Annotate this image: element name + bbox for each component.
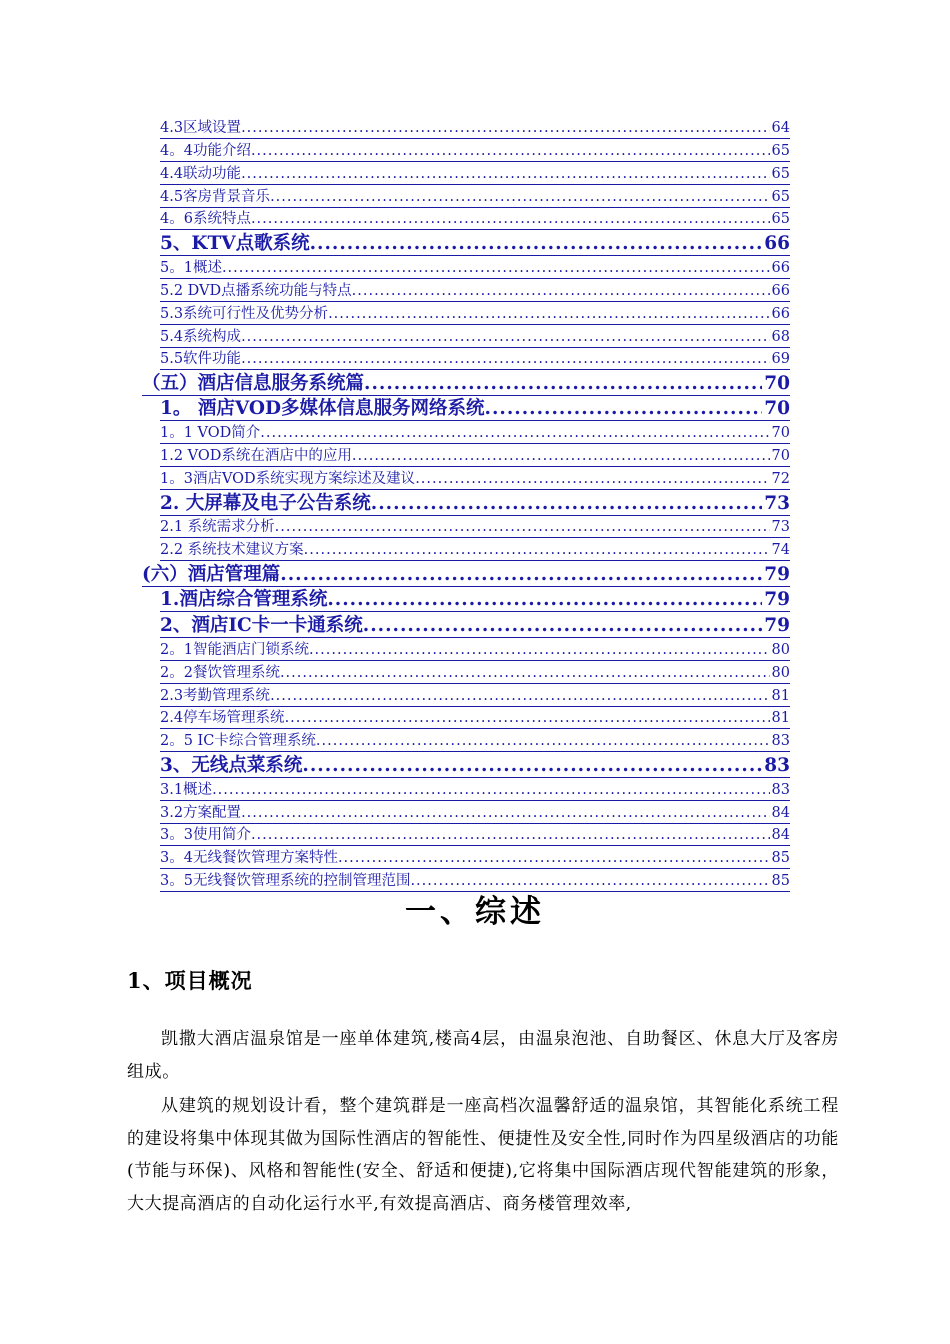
toc-entry[interactable] [160,587,790,613]
toc-entry-page: 65 [771,165,790,182]
toc-entry-title: （五）酒店信息服务系统篇 [142,372,365,394]
toc-entry-title: 3.2方案配置 [160,804,242,821]
toc-leader-dots [352,281,770,301]
toc-entry-title: 2。5 IC卡综合管理系统 [160,733,316,750]
toc-entry-title: 2。1智能酒店门锁系统 [160,641,309,658]
toc-entry[interactable] [160,538,790,561]
toc-entry[interactable] [160,778,790,801]
toc-leader-dots [304,540,770,560]
toc-leader-dots [309,640,770,660]
toc-leader-dots [310,232,763,255]
toc-entry[interactable] [142,561,790,587]
toc-entry-page: 81 [771,687,790,704]
toc-entry-page: 70 [764,372,790,394]
toc-leader-dots [241,164,769,184]
toc-entry[interactable] [160,801,790,824]
toc-entry[interactable] [160,684,790,707]
toc-entry[interactable] [160,279,790,302]
toc-leader-dots [327,588,762,611]
toc-entry-page: 66 [771,282,790,299]
toc-entry-title: 2. 大屏幕及电子公告系统 [160,492,371,514]
toc-entry-page: 85 [771,873,790,890]
toc-entry[interactable] [160,824,790,847]
toc-entry-page: 80 [771,664,790,681]
toc-entry-page: 81 [771,710,790,727]
toc-leader-dots [338,848,770,868]
toc-leader-dots [328,304,769,324]
toc-leader-dots [241,118,769,138]
toc-leader-dots [241,803,769,823]
toc-entry-page: 83 [771,781,790,798]
toc-entry-title: 2.1 系统需求分析 [160,519,275,536]
toc-entry-page: 70 [771,425,790,442]
toc-entry-page: 84 [771,827,790,844]
toc-entry-title: 2.3考勤管理系统 [160,687,271,704]
toc-entry-title: 4.5客房背景音乐 [160,188,271,205]
toc-entry[interactable] [160,516,790,539]
toc-entry-title: 1。 酒店VOD多媒体信息服务网络系统 [160,398,485,420]
toc-leader-dots [270,187,769,207]
toc-entry-title: 2.2 系统技术建议方案 [160,542,304,559]
toc-entry[interactable] [160,116,790,139]
toc-entry[interactable] [160,348,790,371]
toc-entry-title: 3.1概述 [160,781,213,798]
toc-leader-dots [302,754,762,777]
toc-leader-dots [363,614,762,637]
toc-entry[interactable] [160,638,790,661]
toc-leader-dots [316,731,770,751]
toc-leader-dots [251,825,770,845]
toc-entry[interactable] [160,846,790,869]
toc-entry[interactable] [160,444,790,467]
toc-entry-page: 66 [771,259,790,276]
toc-entry-page: 65 [771,211,790,228]
paragraph: 从建筑的规划设计看，整个建筑群是一座高档次温馨舒适的温泉馆，其智能化系统工程的建设将集中体现其做为国际性酒店的智能性、便捷性及安全性,同时作为四星级酒店的功能(节能与环保)、风格和智能性(安全、舒适和便捷),它将集中国际酒店现代智能建筑的形象，大大提高酒店的自动化运行水平,有效提高酒店、商务楼管理效率, [127,1096,839,1214]
toc-entry-title: 5.3系统可行性及优势分析 [160,305,329,322]
toc-entry[interactable] [160,162,790,185]
toc-leader-dots [485,397,763,420]
toc-entry-title: 2.4停车场管理系统 [160,710,285,727]
toc-leader-dots [251,209,770,229]
toc-entry-title: (六）酒店管理篇 [142,563,281,585]
toc-entry-page: 85 [771,850,790,867]
toc-leader-dots [371,492,762,515]
toc-leader-dots [364,372,762,395]
toc-entry-page: 72 [771,471,790,488]
toc-entry[interactable] [160,490,790,516]
toc-entry[interactable] [160,185,790,208]
toc-entry-page: 83 [764,754,790,776]
toc-entry[interactable] [160,707,790,730]
toc-entry-title: 5.2 DVD点播系统功能与特点 [160,282,352,299]
toc-entry[interactable] [160,729,790,752]
toc-entry-title: 1.酒店综合管理系统 [160,589,328,611]
toc-entry-title: 2。2餐饮管理系统 [160,664,280,681]
toc-entry-title: 5。1概述 [160,259,222,276]
toc-leader-dots [415,469,769,489]
toc-entry[interactable] [160,661,790,684]
toc-entry-page: 83 [771,733,790,750]
toc-entry-title: 3。4无线餐饮管理方案特性 [160,850,338,867]
toc-entry-page: 70 [764,398,790,420]
toc-entry[interactable] [160,752,790,778]
toc-entry-title: 4.4联动功能 [160,165,242,182]
toc-entry[interactable] [160,467,790,490]
paragraph: 凯撒大酒店温泉馆是一座单体建筑,楼高4层，由温泉泡池、自助餐区、休息大厅及客房组成。 [127,1029,839,1082]
toc-entry[interactable] [160,325,790,348]
toc-leader-dots [280,663,770,683]
toc-entry-title: 5.4系统构成 [160,328,242,345]
toc-entry-page: 69 [771,351,790,368]
toc-leader-dots [270,686,769,706]
toc-entry-page: 70 [771,448,790,465]
toc-entry[interactable] [160,421,790,444]
toc-entry-title: 2、酒店IC卡一卡通系统 [160,614,363,636]
toc-entry-page: 65 [771,142,790,159]
toc-entry[interactable] [160,139,790,162]
toc-leader-dots [280,563,762,586]
toc-leader-dots [352,446,770,466]
toc-entry-title: 4.3区域设置 [160,119,242,136]
table-of-contents [142,116,790,892]
toc-entry-title: 5.5软件功能 [160,351,242,368]
toc-entry-title: 3。3使用简介 [160,827,251,844]
toc-entry[interactable] [160,302,790,325]
toc-leader-dots [212,780,769,800]
toc-entry-page: 73 [764,492,790,514]
toc-entry-page: 79 [764,614,790,636]
toc-entry-title: 4。6系统特点 [160,211,251,228]
toc-entry-page: 64 [771,119,790,136]
section-heading: 一、综述 [405,894,545,930]
toc-entry-page: 79 [764,563,790,585]
toc-entry-page: 66 [764,232,790,254]
toc-entry-title: 1。1 VOD简介 [160,425,261,442]
toc-entry-title: 4。4功能介绍 [160,142,251,159]
toc-entry[interactable] [160,396,790,422]
toc-leader-dots [260,423,769,443]
toc-leader-dots [241,327,769,347]
toc-leader-dots [241,349,769,369]
toc-leader-dots [275,517,770,537]
subsection-heading: 1、项目概况 [127,968,253,993]
toc-entry[interactable] [160,612,790,638]
toc-entry-page: 65 [771,188,790,205]
toc-entry-title: 3、无线点菜系统 [160,754,303,776]
body-text [127,1023,839,1222]
toc-entry[interactable] [160,230,790,256]
toc-leader-dots [222,258,770,278]
toc-entry-title: 3。5无线餐饮管理系统的控制管理范围 [160,873,411,890]
toc-entry-page: 80 [771,641,790,658]
toc-entry[interactable] [160,208,790,231]
toc-entry-page: 73 [771,519,790,536]
toc-entry-page: 79 [764,589,790,611]
toc-entry-page: 84 [771,804,790,821]
toc-entry-page: 74 [771,542,790,559]
toc-entry-title: 1。3酒店VOD系统实现方案综述及建议 [160,471,416,488]
toc-leader-dots [285,708,770,728]
toc-entry-title: 1.2 VOD系统在酒店中的应用 [160,448,352,465]
toc-entry[interactable] [142,370,790,396]
toc-leader-dots [251,141,770,161]
toc-entry-page: 66 [771,305,790,322]
toc-entry[interactable] [160,256,790,279]
toc-entry-page: 68 [771,328,790,345]
toc-entry-title: 5、KTV点歌系统 [160,232,310,254]
